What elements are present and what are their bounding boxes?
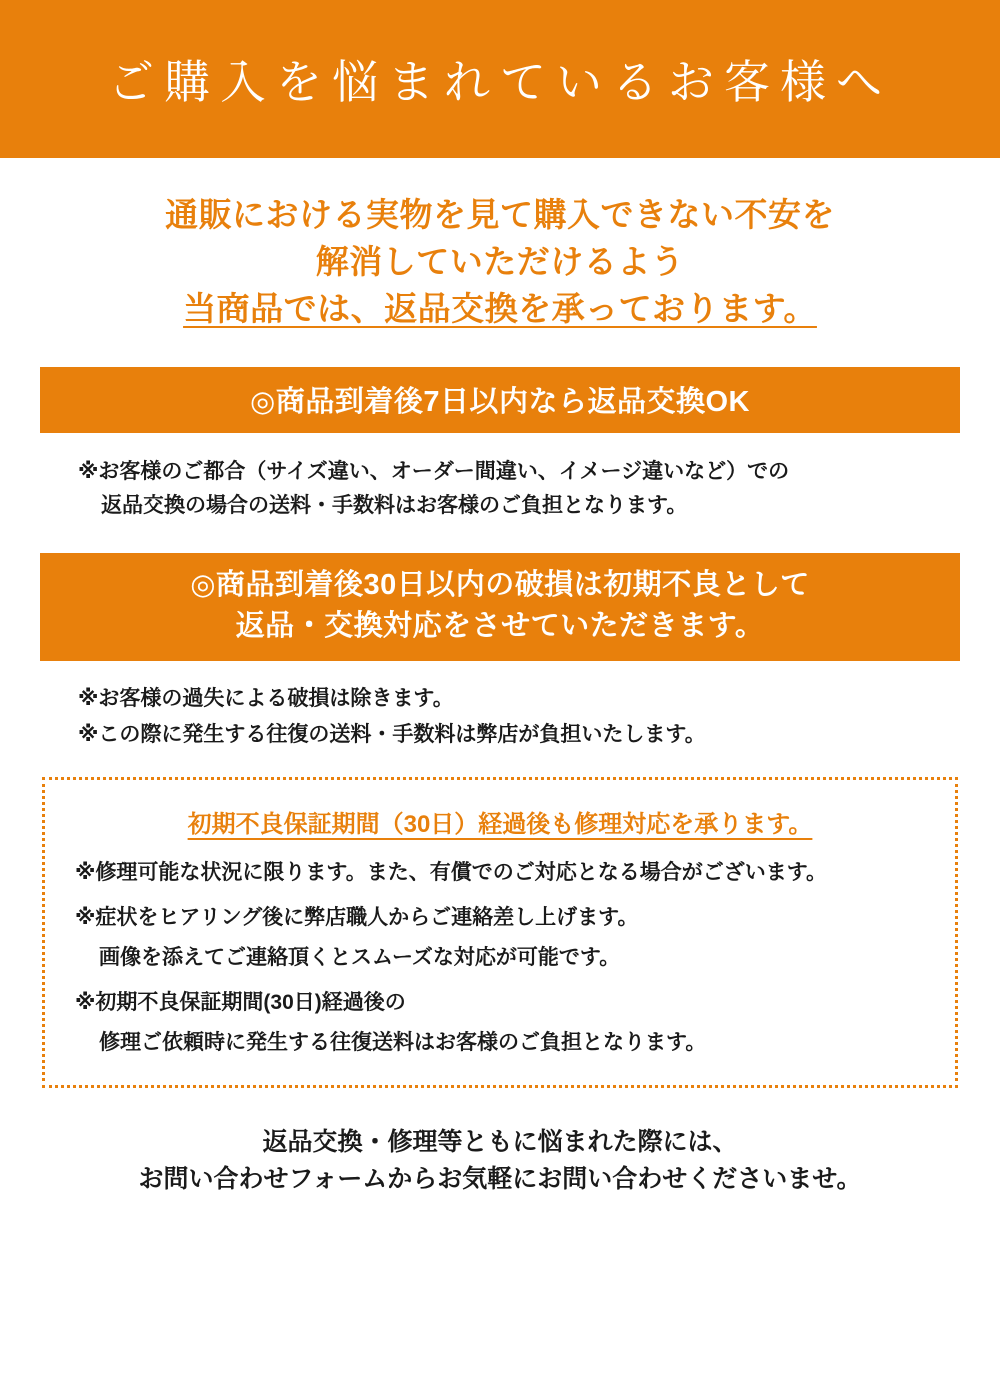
section1-note-2: 返品交換の場合の送料・手数料はお客様のご負担となります。 xyxy=(101,493,688,517)
section1-note-1: ※お客様のご都合（サイズ違い、オーダー間違い、イメージ違いなど）での xyxy=(78,459,790,483)
section2-heading xyxy=(40,553,960,661)
section2-notes xyxy=(78,681,930,753)
section2-heading-line-2: 返品・交換対応をさせていただきます。 xyxy=(235,609,765,642)
footer-line-2: お問い合わせフォームからお気軽にお問い合わせくださいませ。 xyxy=(138,1165,862,1194)
repair-item xyxy=(75,857,925,889)
section1-heading: ◎商品到着後7日以内なら返品交換OK xyxy=(40,367,960,433)
section1-notes xyxy=(78,455,930,523)
section2-heading-line-1: ◎商品到着後30日以内の破損は初期不良として xyxy=(190,568,810,601)
repair-item xyxy=(75,987,925,1059)
repair-box-title: 初期不良保証期間（30日）経過後も修理対応を承ります。 xyxy=(187,811,813,839)
repair-item-subtext: 画像を添えてご連絡頂くとスムーズな対応が可能です。 xyxy=(99,946,621,970)
header-banner xyxy=(0,0,1000,158)
repair-item xyxy=(75,902,925,974)
repair-box-list xyxy=(75,857,925,1059)
intro-line-3: 当商品では、返品交換を承っております。 xyxy=(183,289,817,327)
footer-block xyxy=(0,1124,1000,1199)
intro-line-1: 通販における実物を見て購入できない不安を xyxy=(165,196,835,233)
repair-item-subtext: 修理ご依頼時に発生する往復送料はお客様のご負担となります。 xyxy=(99,1031,707,1055)
section2-note-1: ※お客様の過失による破損は除きます。 xyxy=(78,686,454,710)
repair-item-text: ※症状をヒアリング後に弊店職人からご連絡差し上げます。 xyxy=(75,905,639,929)
intro-block xyxy=(0,192,1000,333)
footer-line-1: 返品交換・修理等ともに悩まれた際には、 xyxy=(262,1127,738,1156)
intro-line-2: 解消していただけるよう xyxy=(315,242,685,280)
repair-item-text: ※初期不良保証期間(30日)経過後の xyxy=(75,990,406,1014)
repair-info-box xyxy=(42,777,958,1088)
page-title: ご購入を悩まれているお客様へ xyxy=(108,57,892,108)
repair-item-text: ※修理可能な状況に限ります。また、有償でのご対応となる場合がございます。 xyxy=(75,861,828,885)
section2-note-2: ※この際に発生する往復の送料・手数料は弊店が負担いたします。 xyxy=(78,723,706,747)
